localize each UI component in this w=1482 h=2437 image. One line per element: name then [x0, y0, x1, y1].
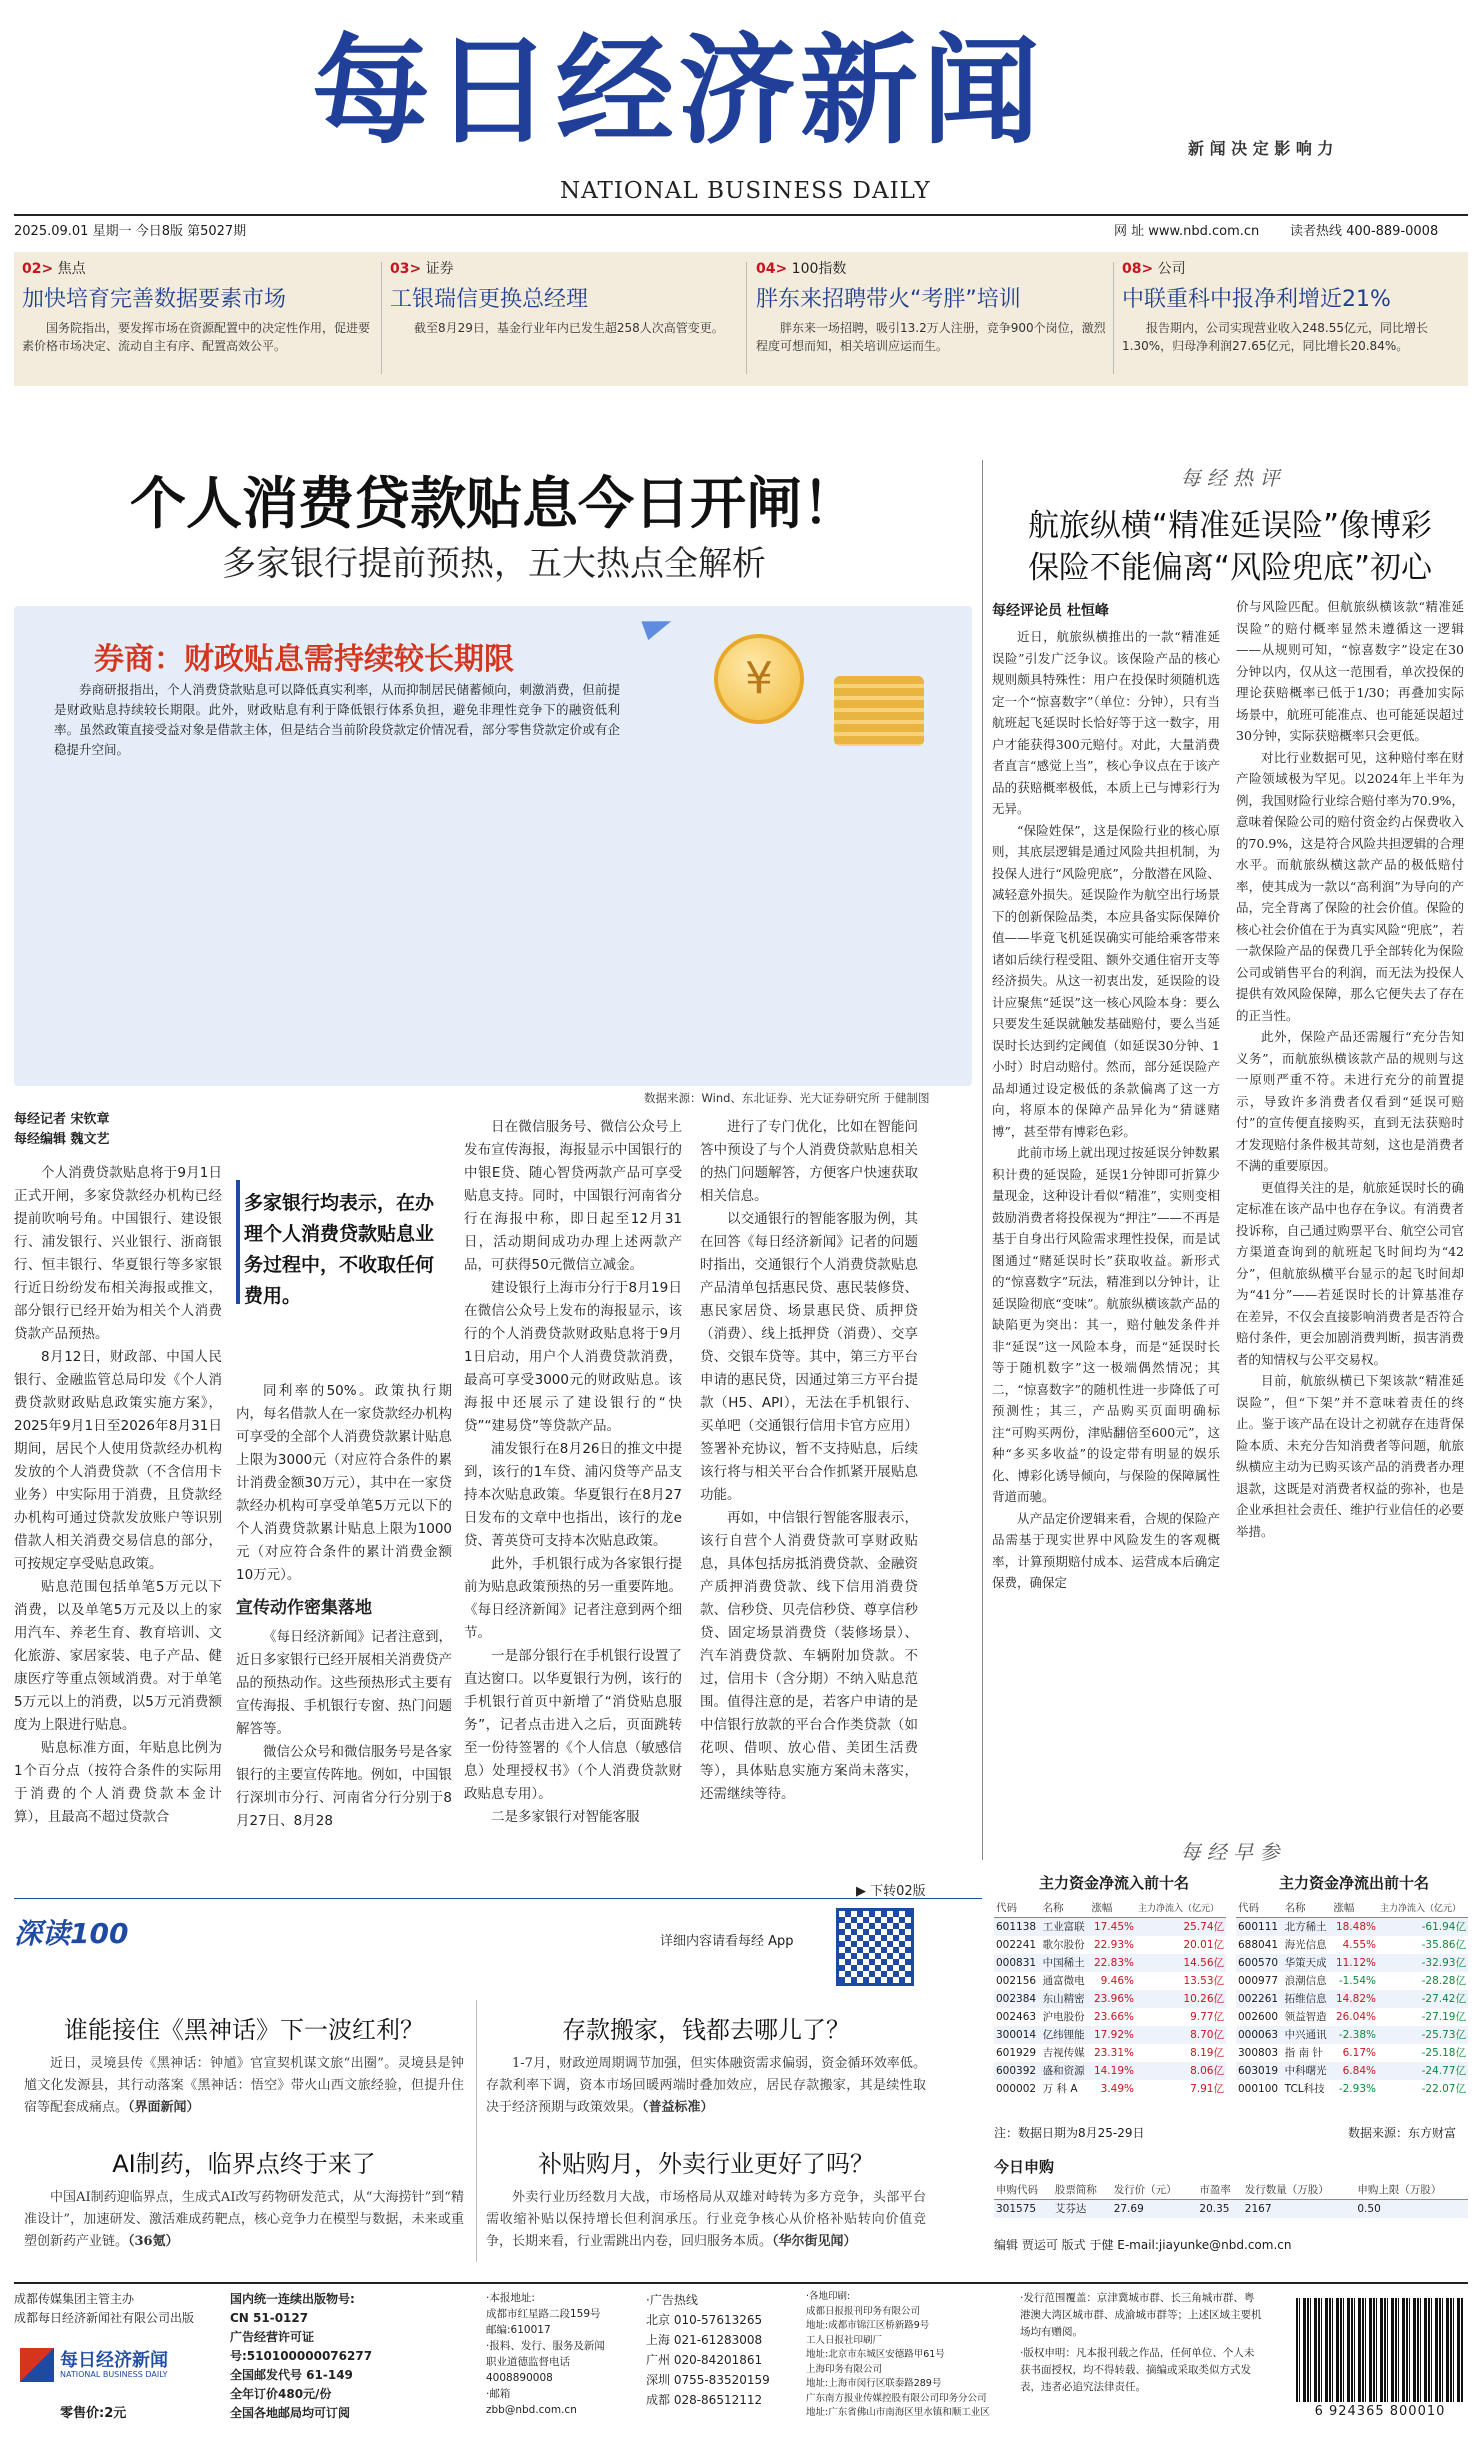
commentary-section: 每 经 热 评: [1180, 466, 1280, 490]
table-cell: -61.94亿: [1378, 1918, 1468, 1936]
table-cell: 002600: [1238, 2010, 1279, 2023]
table-cell: 688041: [1238, 1938, 1279, 1951]
deep-item-summary: 外卖行业历经数月大战，市场格局从双雄对峙转为多方竞争，头部平台需收缩补贴以保持增长但利润承压。行业竞争核心从价格补贴转向价值竞争，长期来看，行业需跳出内卷，回归服务本质。（华尔街见闻）: [486, 2190, 926, 2249]
commentary-paragraph: 从产品定价逻辑来看，合规的保险产品需基于现实世界中风险发生的客观概率，计算预期赔付成本、运营成本后确定保费，确保定: [992, 1510, 1220, 1590]
table-cell: 6.17%: [1342, 2046, 1376, 2059]
issue-dateline: 2025.09.01 星期一 今日8版 第5027期: [14, 224, 247, 239]
table-cell: 中国稀土: [1041, 1954, 1090, 1972]
table-cell: 23.96%: [1089, 1990, 1136, 2008]
commentary-headline-2: 保险不能偏离“风险兜底”初心: [1027, 550, 1433, 586]
deep-item-title: 存款搬家，钱都去哪儿了？: [562, 2016, 850, 2044]
teaser-summary: 国务院指出，要发挥市场在资源配置中的决定性作用，促进要素价格市场决定、流动自主有序、配置高效公平。: [22, 321, 371, 353]
reader-hotline: 读者热线 400-889-0008: [1290, 224, 1439, 239]
table-row: [994, 2080, 1226, 2098]
table-cell: 14.82%: [1331, 1990, 1378, 2008]
teaser-2[interactable]: [390, 258, 746, 378]
commentary-paragraph: 此前市场上就出现过按延误分钟数累积计费的延误险，延误1分钟即可折算少量现金，这种设计看似“精准”，实则变相鼓励消费者将投保视为“押注”——不再是基于自身出行风险需求理性投保，而是试图通过“赌延误时长”获取收益。新形式的“惊喜数字”玩法，精准到以分钟计，让延误险彻底“变味”。航旅纵横该款产品的缺陷更为突出：其一，赔付触发条件并非“延误”这一风险本身，而是“延误时长等于随机数字”这一极端偶然情况；其二，“惊喜数字”的随机性进一步降低了可预测性；其三，产品购买页面明确标注“可购买两份，津贴翻倍至600元”，这种“多买多收益”的设定带有明显的娱乐化、博彩化诱导倾向，与保险的保障属性背道而驰。: [992, 1145, 1220, 1504]
ipo-header: 市盈率: [1197, 2180, 1242, 2200]
masthead-english: NATIONAL BUSINESS DAILY: [560, 178, 931, 204]
barcode: [1296, 2298, 1464, 2402]
teaser-page: 03>: [390, 261, 422, 277]
chart-disposable-income: [512, 788, 964, 1066]
table-row: [1236, 2080, 1468, 2098]
lead-headline: 个人消费贷款贴息今日开闸！: [130, 472, 858, 537]
stack-of-coins-icon: [834, 676, 924, 746]
table-cell: 000002: [996, 2082, 1037, 2095]
lead-paragraph: 再如，中信银行智能客服表示，该行自营个人消费贷款可享财政贴息，具体包括房抵消费贷款、金融资产质押消费贷款、线下信用消费贷款、信秒贷、贝壳信秒贷、尊享信秒贷、固定场景消费贷（装修场景）、汽车消费贷款、车辆附加贷款。不过，信用卡（含分期）不纳入贴息范围。值得注意的是，若客户申请的是中信银行放款的平台合作类贷款（如花呗、借呗、放心借、美团生活费等），具体贴息实施方案尚未落实，还需继续等待。: [700, 1510, 918, 1802]
table-cell: -2.38%: [1331, 2026, 1378, 2044]
deep-item[interactable]: [486, 2144, 926, 2253]
table-cell: 工业富联: [1041, 1918, 1090, 1936]
reporter-byline: 每经记者 宋钦章: [14, 1112, 110, 1127]
ipo-title: 今日申购: [994, 2158, 1055, 2176]
table-cell: 300803: [1238, 2046, 1279, 2059]
deep-item-title: 谁能接住《黑神话》下一波红利？: [64, 2016, 424, 2044]
table-cell: 东山精密: [1041, 1990, 1090, 2008]
teaser-1[interactable]: [22, 258, 378, 378]
table-source: 数据来源：东方财富: [1348, 2126, 1457, 2140]
table-cell: 海光信息: [1284, 1939, 1327, 1951]
commentary-author: 每经评论员 杜恒峰: [992, 603, 1109, 619]
table-row: [994, 2008, 1226, 2026]
teaser-section: 焦点: [57, 261, 86, 277]
lead-paragraph: 微信公众号和微信服务号是各家银行的主要宣传阵地。例如，中国银行深圳市分行、河南省分行分别于8月27日、8月28: [236, 1744, 452, 1829]
ipo-cell: 20.35: [1197, 2200, 1242, 2218]
table-cell: 9.46%: [1100, 1974, 1134, 1987]
website: 网 址 www.nbd.com.cn: [1114, 224, 1260, 239]
infographic-text: 券商研报指出，个人消费贷款贴息可以降低真实利率，从而抑制居民储蓄倾向，刺激消费，但前提是财政贴息持续较长期限。此外，财政贴息有利于降低银行体系负担，避免非理性竞争下的融资低利率。虽然政策直接受益对象是借款主体，但是结合当前阶段贷款定价情况看，部分零售贷款定价或有企稳提升空间。: [54, 682, 620, 757]
table-cell: 22.93%: [1093, 1938, 1134, 1951]
commentary-paragraph: 对比行业数据可见，这种赔付率在财产险领域极为罕见。以2024年上半年为例，我国财险行业综合赔付率为70.9%，意味着保险公司的赔付资金约占保费收入的70.9%，这是符合风险共担逻辑的合理水平。而航旅纵横这款产品的极低赔付率，使其成为一款以“高利润”为导向的产品，完全背离了保险的社会价值。保险的核心社会价值在于为真实风险“兜底”，若一款保险产品的保费几乎全部转化为保险公司或销售平台的利润，而无法为投保人提供有效风险保障，那么它便失去了存在的正当性。: [1236, 749, 1464, 1023]
deep-item[interactable]: [24, 2144, 464, 2253]
table-row: [994, 1954, 1226, 1972]
morning-editor: 编辑 贾运可 版式 于健 E-mail:jiayunke@nbd.com.cn: [994, 2238, 1292, 2252]
infographic-title: 券商：财政贴息需持续较长期限: [94, 642, 514, 677]
table-cell: 600570: [1236, 1954, 1283, 1972]
ipo-table: [994, 2180, 1468, 2218]
table-row: [1236, 2044, 1468, 2062]
outflow-title: 主力资金净流出前十名: [1278, 1874, 1429, 1892]
lead-paragraph: 浦发银行在8月26日的推文中提到，该行的1车贷、浦闪贷等产品支持本次贴息政策。华夏银行在8月27日发布的文章中也指出，该行的龙e贷、菁英贷可支持本次贴息政策。: [464, 1441, 682, 1549]
table-cell: -28.28亿: [1421, 1975, 1466, 1987]
teaser-page: 02>: [22, 261, 54, 277]
table-cell: 14.19%: [1089, 2062, 1136, 2080]
table-cell: -25.18亿: [1421, 2047, 1466, 2059]
table-cell: 通富微电: [1042, 1975, 1085, 1987]
table-cell: -22.07亿: [1421, 2083, 1466, 2095]
table-cell: -25.73亿: [1378, 2026, 1468, 2044]
table-cell: 17.45%: [1089, 1918, 1136, 1936]
table-cell: 沪电股份: [1042, 2011, 1085, 2023]
editor-byline: 每经编辑 魏文艺: [14, 1132, 110, 1147]
chart-consumer-loan: [22, 788, 506, 1066]
table-cell: 000063: [1236, 2026, 1283, 2044]
table-row: [994, 1972, 1226, 1990]
table-row: [994, 2026, 1226, 2044]
continued-link[interactable]: ▶ 下转02版: [856, 1884, 926, 1899]
logo-text: 每日经济新闻: [60, 2350, 168, 2371]
masthead-motto: 新 闻 决 定 影 响 力: [1188, 139, 1334, 158]
deep-item-summary: 近日，灵境县传《黑神话：钟馗》官宣契机谋文旅“出圈”。灵境县是钟馗文化发源县，其行动落案《黑神话：悟空》带火山西文旅经验，但提升住宿等配套成痛点。（界面新闻）: [24, 2056, 464, 2115]
inflow-table: 代码 名称 涨幅 主力净流入（亿元） 601138 工业富联 17.45% 25.74亿 002241 歌尔股份 22.93% 20.01亿 000831 中国稀土 22.83% 14.56亿 002156 通富微电 9.46% 13.53亿 002384 东山精密 23.96% 10.26亿 002463 沪电股份 23.66% 9.77亿 300014 亿纬锂能 17.92% 8.70亿 601929 吉视传媒 23.31% 8.19亿 600392 盛和资源 14.19% 8.06亿 000002 万 科 A 3.49% 7.91亿: [994, 1898, 1226, 2098]
ipo-header: 股票简称: [1053, 2180, 1112, 2200]
table-cell: 万 科 A: [1042, 2083, 1078, 2095]
deep-item-source: （普益标准）: [642, 2100, 714, 2115]
table-cell: -24.77亿: [1378, 2062, 1468, 2080]
table-cell: 9.77亿: [1190, 2011, 1224, 2023]
teaser-title: 加快培育完善数据要素市场: [22, 287, 287, 312]
table-cell: 17.92%: [1089, 2026, 1136, 2044]
table-cell: 3.49%: [1100, 2082, 1134, 2095]
teaser-title: 胖东来招聘带火“考胖”培训: [756, 287, 1021, 312]
table-row: [1236, 1972, 1468, 1990]
table-cell: -1.54%: [1338, 1974, 1376, 1987]
table-cell: 中科曙光: [1283, 2062, 1332, 2080]
distribution-notes: ·发行范围覆盖：京津冀城市群、长三角城市群、粤港澳大湾区城市群、成渝城市群等；上述区域主要机场均有赠阅。 ·版权申明：凡本报刊载之作品，任何单位、个人未获书面授权，均不得转载、摘编或采取类似方式发表，违者必追究法律责任。: [1020, 2292, 1262, 2393]
lead-paragraph: 一是部分银行在手机银行设置了直达窗口。以华夏银行为例，该行的手机银行首页中新增了“消贷贴息服务”，记者点击进入之后，页面跳转至一份待签署的《个人信息（敏感信息）处理授权书》（个人消费贷款财政贴息专用）。: [464, 1648, 682, 1802]
pull-quote-rule: [236, 1180, 240, 1304]
teaser-section: 100指数: [791, 261, 847, 277]
lead-paragraph: 贴息范围包括单笔5万元以下消费，以及单笔5万元及以上的家用汽车、养老生育、教育培训、文化旅游、家居家装、电子产品、健康医疗等重点领域消费。对于单笔5万元以上的消费，以5万元消费额度为上限进行贴息。: [14, 1579, 222, 1733]
ipo-header: 发行数量（万股）: [1243, 2180, 1356, 2200]
table-row: [994, 1918, 1226, 1936]
table-cell: 盛和资源: [1041, 2062, 1090, 2080]
table-cell: 25.74亿: [1136, 1918, 1226, 1936]
deep-read-qr-hint: 详细内容请看每经 App: [660, 1934, 794, 1949]
infographic-source: 数据来源：Wind、东北证券、光大证券研究所 于健制图: [644, 1091, 930, 1105]
lead-paragraph: 以交通银行的智能客服为例，其在回答《每日经济新闻》记者的问题时指出，交通银行个人消费贷款贴息产品清单包括惠民贷、惠民装修贷、惠民家居贷、场景惠民贷、质押贷（消费）、线上抵押贷（消费）、交享贷、交银车贷等。其中，第三方平台申请的惠民贷，因通过第三方平台提款（H5、API），无法在手机银行、买单吧（交通银行信用卡官方应用）签署补充协议，暂不支持贴息，后续该行将与相关平台合作抓紧开展贴息功能。: [700, 1211, 918, 1503]
inflow-title: 主力资金净流入前十名: [1038, 1874, 1189, 1892]
ipo-header: 申购代码: [994, 2180, 1053, 2200]
table-cell: 领益智造: [1284, 2011, 1327, 2023]
morning-section: 每 经 早 参: [992, 1836, 1468, 1865]
table-cell: 歌尔股份: [1042, 1939, 1085, 1951]
teaser-summary: 报告期内，公司实现营业收入248.55亿元，同比增长1.30%，归母净利润27.65亿元，同比增长20.84%。: [1122, 321, 1428, 353]
table-cell: 600111: [1236, 1918, 1283, 1936]
nbd-logo: [20, 2344, 216, 2394]
commentary-paragraph: 目前，航旅纵横已下架该款“精准延误险”，但“下架”并不意味着责任的终止。鉴于该产品在设计之初就存在违背保险本质、未充分告知消费者等问题，航旅纵横应主动为已购买该产品的消费者办理退款，这既是对消费者权益的弥补，也是企业承担社会责任、维护行业信任的必要举措。: [1236, 1373, 1464, 1539]
lead-paragraph: 《每日经济新闻》记者注意到，近日多家银行已经开展相关消费贷产品的预热动作。这些预热形式主要有宣传海报、手机银行专窗、热门问题解答等。: [236, 1629, 452, 1737]
table-cell: 002261: [1236, 1990, 1283, 2008]
retail-price: 零售价:2元: [60, 2406, 127, 2421]
table-cell: TCL科技: [1284, 2083, 1325, 2095]
table-cell: 华策天成: [1283, 1954, 1332, 1972]
table-cell: 23.66%: [1093, 2010, 1134, 2023]
infographic: [14, 606, 972, 1086]
pull-quote: 多家银行均表示，在办理个人消费贷款贴息业务过程中，不收取任何费用。: [244, 1192, 435, 1307]
table-row: [1236, 2008, 1468, 2026]
lead-paragraph: 此外，手机银行成为各家银行提前为贴息政策预热的另一重要阵地。《每日经济新闻》记者注意到两个细节。: [464, 1556, 682, 1641]
table-cell: -32.93亿: [1378, 1954, 1468, 1972]
table-cell: 603019: [1236, 2062, 1283, 2080]
printing-info: ·各地印刷: 成都日报报刊印务有限公司 地址:成都市锦江区桥新路9号 工人日报社印刷厂 地址:北京市东城区安德路甲61号 上海印务有限公司 地址:上海市闵行区联泰路289号 广东南方报业传媒控股有限公司印务分公司 地址:广东省佛山市南海区里水镇和顺工业区: [806, 2291, 990, 2418]
table-cell: -2.93%: [1338, 2082, 1376, 2095]
table-cell: 8.70亿: [1136, 2026, 1226, 2044]
table-cell: 601138: [994, 1918, 1041, 1936]
teaser-title: 中联重科中报净利增近21%: [1122, 287, 1391, 312]
table-cell: 002241: [996, 1938, 1037, 1951]
table-cell: -27.42亿: [1378, 1990, 1468, 2008]
commentary-paragraph: 更值得关注的是，航旅延误时长的确定标准在该产品中也存在争议。有消费者投诉称，自己通过购票平台、航空公司官方渠道查询到的航班起飞时间均为“42分”，但航旅纵横平台显示的起飞时间却为“41分”——若延误时长的计算基准存在差异，不仅会直接影响消费者是否符合赔付条件，更会加剧消费判断，损害消费者的知情权与公平交易权。: [1236, 1179, 1464, 1367]
lead-paragraph: 二是多家银行对智能客服: [491, 1809, 640, 1825]
outflow-table: 代码 名称 涨幅 主力净流入（亿元） 600111 北方稀土 18.48% -61.94亿 688041 海光信息 4.55% -35.86亿 600570 华策天成 11.12% -32.93亿 000977 浪潮信息 -1.54% -28.28亿 002261 拓维信息 14.82% -27.42亿 002600 领益智造 26.04% -27.19亿 000063 中兴通讯 -2.38% -25.73亿 300803 指 南 针 6.17% -25.18亿 603019 中科曙光 6.84% -24.77亿 000100 TCL科技 -2.93% -22.07亿: [1236, 1898, 1468, 2098]
teaser-4[interactable]: [1122, 258, 1462, 378]
table-cell: 6.84%: [1331, 2062, 1378, 2080]
logo-english: NATIONAL BUSINESS DAILY: [60, 2370, 168, 2379]
deep-read-banner: 深读100: [14, 1917, 129, 1950]
commentary-paragraph: 此外，保险产品还需履行“充分告知义务”，而航旅纵横该款产品的规则与这一原则严重不符。未进行充分的前置提示，导致许多消费者仅看到“延误可赔付”的宣传便直接购买，直到无法获赔时才发现赔付条件极其苛刻，这也是消费者不满的重要原因。: [1236, 1029, 1464, 1173]
table-row: [1236, 2062, 1468, 2080]
deep-item-summary: 1-7月，财政逆周期调节加强，但实体融资需求偏弱，资金循环效率低。存款利率下调，资本市场回暖两端时叠加效应，居民存款搬家，其是续性取决于经济预期与政策效果。（普益标准）: [486, 2056, 926, 2115]
section-subhead: 宣传动作密集落地: [236, 1598, 372, 1618]
table-cell: 20.01亿: [1183, 1939, 1224, 1951]
ad-hotlines: ·广告热线 北京 010-57613265 上海 021-61283008 广州 020-84201861 深圳 0755-83520159 成都 028-86512112: [646, 2293, 770, 2407]
table-cell: 拓维信息: [1283, 1990, 1332, 2008]
lead-paragraph: 贴息标准方面，年贴息比例为1个百分点（按符合条件的实际用于消费的个人消费贷款本金计算），且最高不超过贷款合: [14, 1740, 222, 1825]
table-cell: 002156: [996, 1974, 1037, 1987]
lead-paragraph: 同利率的50%。政策执行期内，每名借款人在一家贷款经办机构可享受的全部个人消费贷款累计贴息上限为3000元（对应符合条件的累计消费金额30万元），其中在一家贷款经办机构可享受单笔5万元以下的个人消费贷款累计贴息上限为1000元（对应符合条件的累计消费金额10万元）。: [236, 1383, 452, 1583]
table-cell: 浪潮信息: [1284, 1975, 1327, 1987]
table-cell: 北方稀土: [1283, 1918, 1332, 1936]
ipo-cell: 301575: [994, 2200, 1053, 2218]
teaser-page: 08>: [1122, 261, 1154, 277]
commentary-paragraph: “保险姓保”，这是保险行业的核心原则，其底层逻辑是通过风险共担机制，为投保人进行“风险兜底”，分散潜在风险、减轻意外损失。延误险作为航空出行场景下的创新保险品类，本应具备实际保障价值——毕竟飞机延误确实可能给乘客带来诸如后续行程受阻、额外交通住宿开支等经济损失。从这一初衷出发，延误险的设计应聚焦“延误”这一核心风险本身：要么只要发生延误就触发基础赔付，要么当延误时长达到约定阈值（如延误30分钟、1小时）时启动赔付。然而，部分延误险产品却通过设定极低的条款偏离了这一方向，将原本的保障产品异化为“猜谜赌博”，甚至带有博彩色彩。: [992, 822, 1220, 1139]
table-note: 注：数据日期为8月25-29日: [994, 2126, 1145, 2140]
deep-item[interactable]: [486, 2010, 926, 2119]
teaser-summary: 胖东来一场招聘，吸引13.2万人注册，竞争900个岗位，激烈程度可想而知，相关培训应运而生。: [756, 321, 1106, 353]
table-cell: 10.26亿: [1136, 1990, 1226, 2008]
table-row: [994, 2062, 1226, 2080]
table-cell: 600392: [994, 2062, 1041, 2080]
table-cell: 002384: [994, 1990, 1041, 2008]
table-cell: 26.04%: [1335, 2010, 1376, 2023]
barcode-number: 6 924365 800010: [1296, 2404, 1464, 2419]
paper-plane-icon: [641, 612, 674, 640]
lead-paragraph: 进行了专门优化，比如在智能问答中预设了与个人消费贷款贴息相关的热门问题解答，方便客户快速获取相关信息。: [700, 1119, 918, 1204]
table-row: [994, 2044, 1226, 2062]
publisher-info: 成都传媒集团主管主办 成都每日经济新闻社有限公司出版: [14, 2292, 195, 2325]
table-cell: 7.91亿: [1190, 2083, 1224, 2095]
deep-item-title: AI制药，临界点终于来了: [112, 2150, 376, 2178]
ipo-header: 申购上限（万股）: [1355, 2180, 1468, 2200]
table-cell: 23.31%: [1093, 2046, 1134, 2059]
teaser-page: 04>: [756, 261, 788, 277]
table-cell: 中兴通讯: [1283, 2026, 1332, 2044]
coin-icon: ¥: [714, 634, 804, 724]
qr-code-icon[interactable]: [836, 1908, 914, 1986]
table-cell: 000100: [1238, 2082, 1279, 2095]
ipo-cell: 27.69: [1112, 2200, 1198, 2218]
deep-item-title: 补贴购月，外卖行业更好了吗？: [538, 2150, 874, 2178]
table-cell: 亿纬锂能: [1041, 2026, 1090, 2044]
table-cell: 8.19亿: [1190, 2047, 1224, 2059]
commentary-paragraph: 价与风险匹配。但航旅纵横该款“精准延误险”的赔付概率显然未遵循这一逻辑——从规则可知，“惊喜数字”设定在30分钟以内，仅从这一范围看，单次投保的理论获赔概率已低于1/30；再叠加实际场景中，航班可能准点、也可能延误超过30分钟，实际获赔概率只会更低。: [1236, 599, 1464, 743]
table-cell: 300014: [994, 2026, 1041, 2044]
table-row: [1236, 1936, 1468, 1954]
table-cell: 8.06亿: [1136, 2062, 1226, 2080]
table-cell: 000831: [994, 1954, 1041, 1972]
teaser-title: 工银瑞信更换总经理: [390, 287, 589, 312]
table-row: [1236, 1990, 1468, 2008]
deep-item-source: （36氪）: [128, 2234, 179, 2249]
table-row: [1236, 1954, 1468, 1972]
commentary-headline-1: 航旅纵横“精准延误险”像博彩: [1027, 508, 1433, 544]
lead-paragraph: 个人消费贷款贴息将于9月1日正式开闸，多家贷款经办机构已经提前吹响号角。中国银行、建设银行、浦发银行、兴业银行、浙商银行、恒丰银行、华夏银行等多家银行近日纷纷发布相关海报或推文，部分银行已经开始为相关个人消费贷款产品预热。: [14, 1165, 222, 1342]
table-cell: 22.83%: [1089, 1954, 1136, 1972]
table-cell: 指 南 针: [1284, 2047, 1323, 2059]
deep-item-summary: 中国AI制药迎临界点，生成式AI改写药物研发范式，从“大海捞针”到“精准设计”，加速研发、激活难成药靶点，核心竞争力在模型与数据，未来或重塑创新药产业链。（36氪）: [24, 2190, 464, 2249]
table-cell: -35.86亿: [1421, 1939, 1466, 1951]
teaser-section: 公司: [1157, 261, 1186, 277]
commentary-paragraph: 近日，航旅纵横推出的一款“精准延误险”引发广泛争议。该保险产品的核心规则颇具特殊性：用户在投保时须随机选定一个“惊喜数字”（单位：分钟），只有当航班起飞延误时长恰好等于这一数字，用户才能获得300元赔付。对此，大量消费者直言“感觉上当”，核心争议点在于该产品的获赔概率极低，本质上已与博彩行为无异。: [992, 629, 1220, 816]
table-row: [994, 1990, 1226, 2008]
table-cell: 4.55%: [1342, 1938, 1376, 1951]
table-cell: 14.56亿: [1136, 1954, 1226, 1972]
teaser-summary: 截至8月29日，基金行业年内已发生超258人次高管变更。: [414, 321, 724, 335]
table-cell: 11.12%: [1331, 1954, 1378, 1972]
ipo-cell: 0.50: [1355, 2200, 1468, 2218]
table-row: [1236, 2026, 1468, 2044]
teaser-section: 证券: [425, 261, 454, 277]
table-cell: 002463: [996, 2010, 1037, 2023]
deep-item[interactable]: [24, 2010, 464, 2119]
deep-item-source: （界面新闻）: [128, 2100, 200, 2115]
address-info: ·本报地址: 成都市红星路二段159号 邮编:610017 ·报料、发行、服务及新闻 职业道德监督电话 4008890008 ·邮箱 zbb@nbd.com.cn: [486, 2292, 605, 2416]
table-cell: 18.48%: [1331, 1918, 1378, 1936]
table-row: [1236, 1918, 1468, 1936]
ipo-cell: 2167: [1243, 2200, 1356, 2218]
lead-paragraph: 日在微信服务号、微信公众号上发布宣传海报，海报显示中国银行的中银E贷、随心智贷两款产品可享受贴息支持。同时，中国银行河南省分行在海报中称，即日起至12月31日，活动期间成功办理上述两款产品，可获得50元微信立减金。: [464, 1119, 682, 1273]
table-cell: 601929: [996, 2046, 1037, 2059]
table-cell: 000977: [1238, 1974, 1279, 1987]
logo-icon: [20, 2348, 54, 2382]
lead-paragraph: 8月12日，财政部、中国人民银行、金融监管总局印发《个人消费贷款财政贴息政策实施方案》，2025年9月1日至2026年8月31日期间，居民个人使用贷款经办机构发放的个人消费贷款（不含信用卡业务）中实际用于消费，且贷款经办机构可通过贷款发放账户等识别借款人相关消费交易信息的部分，可按规定享受贴息政策。: [14, 1349, 222, 1572]
table-cell: 13.53亿: [1183, 1975, 1224, 1987]
ipo-header: 发行价（元）: [1112, 2180, 1198, 2200]
masthead-title: 每日经济新闻: [312, 21, 1045, 160]
teaser-3[interactable]: [756, 258, 1112, 378]
lead-subhead: 多家银行提前预热，五大热点全解析: [222, 544, 766, 584]
table-row: [994, 1936, 1226, 1954]
lead-paragraph: 建设银行上海市分行于8月19日在微信公众号上发布的海报显示，该行的个人消费贷款财政贴息将于9月1日启动，用户个人消费贷款消费，最高可享受3000元的财政贴息。该海报中还展示了建设银行的“快贷”“建易贷”等贷款产品。: [464, 1280, 682, 1434]
ipo-cell: 艾芬达: [1053, 2200, 1112, 2218]
table-cell: -27.19亿: [1421, 2011, 1466, 2023]
table-cell: 吉视传媒: [1042, 2047, 1085, 2059]
deep-item-source: （华尔街见闻）: [772, 2234, 857, 2249]
publication-numbers: 国内统一连续出版物号: CN 51-0127 广告经营许可证号:510100000076277 全国邮发代号 61-149 全年订价480元/份 全国各地邮局均可订阅: [230, 2292, 373, 2420]
